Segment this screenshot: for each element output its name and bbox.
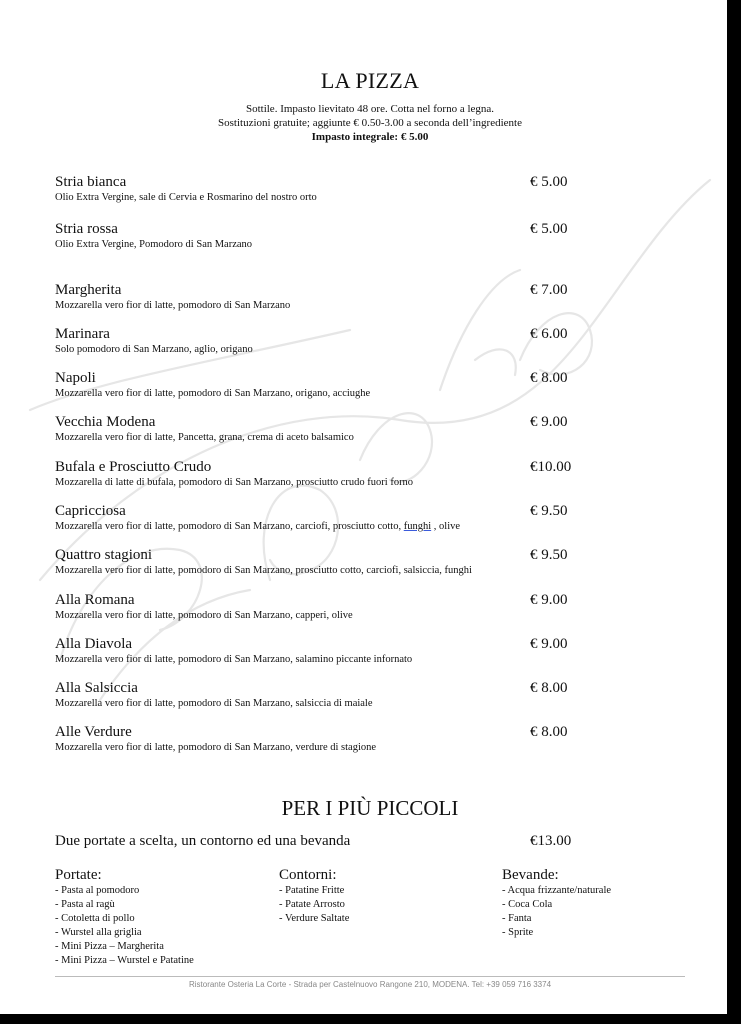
contorni-column [279,866,349,926]
item-desc: Mozzarella vero fior di latte, pomodoro di San Marzano, salsiccia di maiale [55,698,373,709]
bevande-column [502,866,611,940]
item-name: Alla Salsiccia [55,680,138,696]
item-desc: Mozzarella di latte di bufala, pomodoro di San Marzano, prosciutto crudo fuori forno [55,477,414,488]
menu-item [55,173,615,205]
menu-item [55,220,615,252]
footer-address: Ristorante Osteria La Corte - Strada per Castelnuovo Rangone 210, MODENA. Tel: +39 059 716 3374 [188,980,552,989]
list-item: - Pasta al ragù [55,898,194,912]
menu-item [55,502,615,534]
menu-item [55,281,615,313]
list-item: - Pasta al pomodoro [55,884,194,898]
item-desc-end: , olive [431,521,461,532]
item-price: € 9.00 [530,636,568,652]
intro [0,102,727,144]
item-price: € 6.00 [530,326,568,342]
item-desc: Mozzarella vero fior di latte, Pancetta, grana, crema di aceto balsamico [55,432,354,443]
list-item: - Fanta [502,912,611,926]
item-desc: Solo pomodoro di San Marzano, aglio, origano [55,344,253,355]
bevande-heading: Bevande: [502,867,559,883]
item-desc: Mozzarella vero fior di latte, pomodoro di San Marzano, origano, acciughe [55,388,371,399]
item-name: Napoli [55,370,96,386]
list-item: - Mini Pizza – Wurstel e Patatine [55,954,194,968]
item-price: € 9.00 [530,414,568,430]
item-name: Alla Diavola [55,636,133,652]
item-price: € 7.00 [530,282,568,298]
list-item: - Coca Cola [502,898,611,912]
list-item: - Patate Arrosto [279,898,349,912]
menu-item [55,635,615,667]
portate-heading: Portate: [55,867,102,883]
item-desc: Mozzarella vero fior di latte, pomodoro di San Marzano, capperi, olive [55,610,353,621]
kids-section-title: PER I PIÙ PICCOLI [281,796,459,820]
menu-item [55,413,615,445]
item-desc-underlined: funghi [403,521,432,532]
item-name: Capricciosa [55,503,126,519]
item-name: Vecchia Modena [55,414,156,430]
item-desc: Olio Extra Vergine, Pomodoro di San Marzano [55,239,253,250]
menu-item [55,458,615,490]
list-item: - Acqua frizzante/naturale [502,884,611,898]
item-price: €10.00 [530,459,572,475]
item-desc: Mozzarella vero fior di latte, pomodoro di San Marzano [55,300,291,311]
item-name: Quattro stagioni [55,547,153,563]
item-price: € 8.00 [530,680,568,696]
item-desc [55,520,615,534]
intro-line-3: Impasto integrale: € 5.00 [311,131,429,143]
list-item: - Cotoletta di pollo [55,912,194,926]
menu-item [55,679,615,711]
menu-item [55,325,615,357]
item-desc: Mozzarella vero fior di latte, pomodoro di San Marzano, salamino piccante infornato [55,654,413,665]
item-price: € 8.00 [530,724,568,740]
item-name: Stria bianca [55,174,127,190]
footer-divider [55,976,685,977]
intro-line-2: Sostituzioni gratuite; aggiunte € 0.50-3.00 a seconda dell’ingrediente [218,117,522,129]
item-price: € 5.00 [530,221,568,237]
menu-item [55,546,615,578]
list-item: - Patatine Fritte [279,884,349,898]
list-item: - Mini Pizza – Margherita [55,940,194,954]
contorni-heading: Contorni: [279,867,337,883]
item-price: € 9.50 [530,547,568,563]
item-name: Marinara [55,326,110,342]
kids-combo-price: €13.00 [530,833,572,849]
list-item: - Verdure Saltate [279,912,349,926]
portate-column [55,866,194,968]
item-desc: Mozzarella vero fior di latte, pomodoro di San Marzano, prosciutto cotto, carciofi, salsiccia, funghi [55,565,472,576]
menu-item [55,591,615,623]
list-item: - Wurstel alla griglia [55,926,194,940]
kids-combo-text: Due portate a scelta, un contorno ed una bevanda [55,833,351,849]
item-name: Alle Verdure [55,724,132,740]
item-name: Stria rossa [55,221,118,237]
item-price: € 8.00 [530,370,568,386]
item-desc: Olio Extra Vergine, sale di Cervia e Rosmarino del nostro orto [55,192,317,203]
item-desc-text: Mozzarella vero fior di latte, pomodoro di San Marzano, carciofi, prosciutto cotto, [55,521,402,532]
item-price: € 9.00 [530,592,568,608]
page-title: LA PIZZA [320,68,420,93]
item-desc: Mozzarella vero fior di latte, pomodoro di San Marzano, verdure di stagione [55,742,377,753]
item-price: € 5.00 [530,174,568,190]
item-name: Alla Romana [55,592,135,608]
list-item: - Sprite [502,926,611,940]
intro-line-1: Sottile. Impasto lievitato 48 ore. Cotta nel forno a legna. [245,103,495,115]
item-price: € 9.50 [530,503,568,519]
menu-item [55,723,615,755]
menu-item [55,369,615,401]
item-name: Margherita [55,282,122,298]
item-name: Bufala e Prosciutto Crudo [55,459,212,475]
